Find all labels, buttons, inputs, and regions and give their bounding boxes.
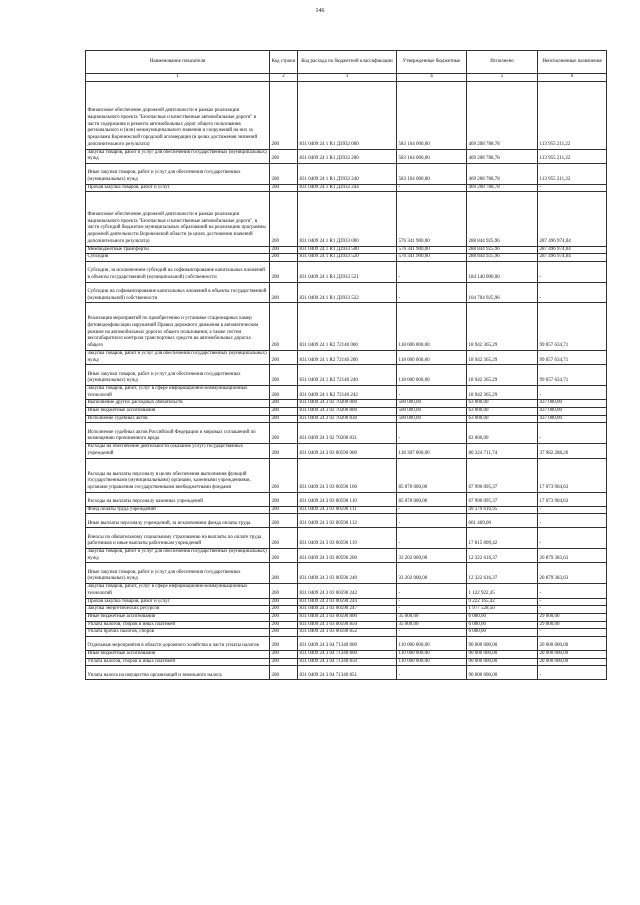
cell-budget-code: 831 0409 24 3 03 00590 119 — [298, 528, 397, 549]
cell-approved: - — [397, 584, 467, 598]
table-row — [86, 365, 607, 386]
cell-indicator-name: Субсидии на софинансирование капитальных вложений в объекты государственной (муниципальной) собственности — [86, 282, 270, 303]
cell-approved: 583 164 000,00 — [397, 149, 467, 163]
header-budget-code: Код расхода по бюджетной классификации — [298, 51, 397, 74]
cell-remaining: 17 073 904,63 — [538, 492, 607, 506]
cell-budget-code: 831 0409 24 3 03 00590 110 — [298, 492, 397, 506]
cell-budget-code: 831 0409 24 1 R1 Д3933 000 — [298, 192, 397, 246]
cell-executed: 469 208 788,78 — [467, 164, 538, 185]
cell-approved: - — [397, 528, 467, 549]
cell-indicator-name: Закупка товаров, работ, услуг в сфере информационно-коммуникационных технологий — [86, 385, 270, 399]
cell-approved: 583 164 000,00 — [397, 82, 467, 150]
cell-approved: 576 341 900,00 — [397, 192, 467, 246]
cell-executed: 67 996 095,37 — [467, 492, 538, 506]
cell-indicator-name: Уплата налогов, сборов и иных платежей — [86, 621, 270, 629]
cell-remaining: - — [538, 282, 607, 303]
cell-remaining: 113 955 211,22 — [538, 82, 607, 150]
cell-budget-code: 831 0409 24 1 R1 Д3932 000 — [298, 82, 397, 150]
cell-executed: 469 208 788,78 — [467, 184, 538, 192]
column-number-row — [86, 74, 607, 82]
cell-indicator-name: Иные закупки товаров, работ и услуг для обеспечения государственных (муниципальных) нужд — [86, 365, 270, 386]
cell-executed: 469 208 788,78 — [467, 149, 538, 163]
cell-line-code: 200 — [270, 458, 298, 492]
cell-executed: 63 000,00 — [467, 408, 538, 416]
cell-remaining: 29 000,00 — [538, 621, 607, 629]
cell-executed: 18 942 365,29 — [467, 303, 538, 351]
cell-approved: 118 000 000,00 — [397, 350, 467, 364]
cell-approved: 33 202 000,00 — [397, 549, 467, 563]
cell-remaining: 113 955 211,22 — [538, 164, 607, 185]
cell-indicator-name: Иные закупки товаров, работ и услуг для обеспечения государственных (муниципальных) нужд — [86, 164, 270, 185]
cell-executed: 17 815 009,42 — [467, 528, 538, 549]
table-row — [86, 458, 607, 492]
cell-remaining: 99 057 634,71 — [538, 365, 607, 386]
cell-remaining: 287 496 974,04 — [538, 246, 607, 254]
cell-budget-code: 831 0409 24 3 04 71340 000 — [298, 637, 397, 651]
cell-budget-code: 831 0409 24 3 03 00590 112 — [298, 514, 397, 528]
cell-executed: 90 000 000,00 — [467, 637, 538, 651]
cell-approved: 576 341 900,00 — [397, 246, 467, 254]
table-row — [86, 584, 607, 598]
table-row — [86, 350, 607, 364]
table-row — [86, 563, 607, 584]
cell-line-code: 200 — [270, 415, 298, 423]
column-number: 6 — [538, 74, 607, 82]
cell-indicator-name: Закупка товаров, работ и услуг для обеспечения государственных (муниципальных) нужд — [86, 149, 270, 163]
cell-budget-code: 831 0409 24 3 03 00590 242 — [298, 584, 397, 598]
cell-remaining: - — [538, 629, 607, 637]
cell-budget-code: 831 0409 24 1 R2 72140 242 — [298, 385, 397, 399]
table-row — [86, 303, 607, 351]
cell-approved: 85 070 000,00 — [397, 458, 467, 492]
table-row — [86, 549, 607, 563]
cell-approved: - — [397, 514, 467, 528]
header-remaining: Неисполненные назначения — [538, 51, 607, 74]
cell-approved: 85 070 000,00 — [397, 492, 467, 506]
cell-executed: 288 844 925,96 — [467, 192, 538, 246]
cell-budget-code: 831 0409 24 3 03 00590 244 — [298, 598, 397, 606]
cell-budget-code: 831 0409 24 3 03 00590 850 — [298, 621, 397, 629]
cell-budget-code: 831 0409 24 3 03 00590 000 — [298, 444, 397, 458]
cell-executed: 104 704 925,96 — [467, 282, 538, 303]
cell-remaining: 20 879 383,63 — [538, 563, 607, 584]
cell-indicator-name: Иные бюджетные ассигнования — [86, 651, 270, 659]
cell-indicator-name: Закупка товаров, работ и услуг для обеспечения государственных (муниципальных) нужд — [86, 549, 270, 563]
cell-indicator-name: Расходы на выплаты персоналу казенных учреждений — [86, 492, 270, 506]
cell-approved: 500 000,00 — [397, 400, 467, 408]
cell-indicator-name: Иные бюджетные ассигнования — [86, 613, 270, 621]
cell-line-code: 200 — [270, 514, 298, 528]
table-row — [86, 246, 607, 254]
cell-line-code: 200 — [270, 528, 298, 549]
cell-line-code: 200 — [270, 164, 298, 185]
column-number: 1 — [86, 74, 270, 82]
cell-indicator-name: Межбюджетные трансферты — [86, 246, 270, 254]
cell-budget-code: 831 0409 24 1 R1 Д3932 240 — [298, 164, 397, 185]
table-row — [86, 415, 607, 423]
cell-indicator-name: Отдельные мероприятия в области дорожного хозяйства в части уплаты налогов — [86, 637, 270, 651]
cell-line-code: 200 — [270, 400, 298, 408]
cell-executed: 63 000,00 — [467, 415, 538, 423]
cell-remaining: - — [538, 261, 607, 282]
cell-budget-code: 831 0409 24 3 03 00590 800 — [298, 613, 397, 621]
cell-executed: 288 844 925,96 — [467, 254, 538, 262]
column-number: 4 — [397, 74, 467, 82]
cell-approved: 33 202 000,00 — [397, 563, 467, 584]
table-row — [86, 637, 607, 651]
cell-indicator-name: Иные выплаты персоналу учреждений, за исключением фонда оплаты труда — [86, 514, 270, 528]
cell-line-code: 200 — [270, 365, 298, 386]
cell-remaining: 99 057 634,71 — [538, 303, 607, 351]
cell-approved: 118 307 000,00 — [397, 444, 467, 458]
cell-remaining: 20 879 383,63 — [538, 549, 607, 563]
table-row — [86, 282, 607, 303]
table-row — [86, 492, 607, 506]
cell-line-code: 200 — [270, 613, 298, 621]
cell-remaining: 287 496 974,04 — [538, 192, 607, 246]
cell-executed: 90 000 000,00 — [467, 651, 538, 659]
cell-line-code: 200 — [270, 549, 298, 563]
cell-indicator-name: Уплата налогов, сборов и иных платежей — [86, 658, 270, 666]
cell-executed: 6 000,00 — [467, 621, 538, 629]
table-row — [86, 192, 607, 246]
cell-approved: 583 164 000,00 — [397, 164, 467, 185]
cell-approved: 110 000 000,00 — [397, 658, 467, 666]
cell-line-code: 200 — [270, 350, 298, 364]
cell-remaining: - — [538, 506, 607, 514]
cell-approved: 118 000 000,00 — [397, 365, 467, 386]
cell-approved: - — [397, 385, 467, 399]
column-number: 5 — [467, 74, 538, 82]
cell-remaining: 20 000 000,00 — [538, 651, 607, 659]
table-row — [86, 613, 607, 621]
cell-line-code: 200 — [270, 444, 298, 458]
table-row — [86, 82, 607, 150]
cell-indicator-name: Закупка товаров, работ и услуг для обеспечения государственных (муниципальных) нужд — [86, 350, 270, 364]
cell-line-code: 200 — [270, 408, 298, 416]
page-number: 146 — [315, 8, 325, 14]
cell-approved: 500 000,00 — [397, 408, 467, 416]
cell-executed: 90 000 000,00 — [467, 666, 538, 680]
cell-indicator-name: Иные закупки товаров, работ и услуг для обеспечения государственных (муниципальных) нужд — [86, 563, 270, 584]
cell-approved: 500 000,00 — [397, 415, 467, 423]
cell-indicator-name: Расходы на обеспечение деятельности (оказание услуг) государственных учреждений — [86, 444, 270, 458]
cell-indicator-name: Закупка энергетических ресурсов — [86, 606, 270, 614]
table-row — [86, 629, 607, 637]
cell-budget-code: 831 0409 24 3 02 70200 831 — [298, 423, 397, 444]
header-approved: Утвержденные бюджетные — [397, 51, 467, 74]
cell-indicator-name: Субсидии, за исключением субсидий на софинансирование капитальных вложений в объекты государственной (муниципальной) собственности — [86, 261, 270, 282]
cell-budget-code: 831 0409 24 3 02 70200 830 — [298, 415, 397, 423]
cell-executed: 12 322 616,37 — [467, 549, 538, 563]
cell-budget-code: 831 0409 24 3 03 00590 100 — [298, 458, 397, 492]
cell-executed: 18 942 365,29 — [467, 350, 538, 364]
cell-remaining: - — [538, 385, 607, 399]
cell-remaining: - — [538, 514, 607, 528]
cell-line-code: 200 — [270, 666, 298, 680]
cell-executed: 1 122 922,45 — [467, 584, 538, 598]
table-row — [86, 184, 607, 192]
cell-budget-code: 831 0409 24 1 R2 72140 200 — [298, 350, 397, 364]
cell-approved: - — [397, 598, 467, 606]
cell-line-code: 200 — [270, 658, 298, 666]
cell-budget-code: 831 0409 24 1 R1 Д3932 244 — [298, 184, 397, 192]
cell-budget-code: 831 0409 24 1 R1 Д3933 520 — [298, 254, 397, 262]
cell-budget-code: 831 0409 24 1 R1 Д3933 500 — [298, 246, 397, 254]
cell-indicator-name: Исполнение судебных актов — [86, 415, 270, 423]
cell-executed: 90 000 000,00 — [467, 658, 538, 666]
table-row — [86, 444, 607, 458]
cell-budget-code: 831 0409 24 3 04 71340 800 — [298, 651, 397, 659]
cell-remaining: 20 000 000,00 — [538, 637, 607, 651]
cell-budget-code: 831 0409 24 3 03 00590 247 — [298, 606, 397, 614]
table-row — [86, 261, 607, 282]
cell-indicator-name: Финансовое обеспечение дорожной деятельности в рамках реализации национального проекта "Безопасные и качественные автомобильные дороги", в части субсидий бюджетам муниципальных образований на реализацию программы дорожной деятельности Воронежской области (в целях достижения значений дополнительного результата) — [86, 192, 270, 246]
cell-executed: 1 977 528,50 — [467, 606, 538, 614]
cell-indicator-name: Прочая закупка товаров, работ и услуг — [86, 598, 270, 606]
cell-remaining: - — [538, 423, 607, 444]
cell-line-code: 200 — [270, 184, 298, 192]
cell-remaining: - — [538, 184, 607, 192]
cell-executed: 63 000,00 — [467, 423, 538, 444]
cell-budget-code: 831 0409 24 3 04 71340 851 — [298, 666, 397, 680]
table-row — [86, 164, 607, 185]
cell-budget-code: 831 0409 24 3 03 00590 852 — [298, 629, 397, 637]
cell-executed: 6 000,00 — [467, 629, 538, 637]
budget-execution-table — [85, 50, 607, 680]
cell-budget-code: 831 0409 24 3 03 00590 111 — [298, 506, 397, 514]
table-row — [86, 621, 607, 629]
cell-budget-code: 831 0409 24 3 02 70200 800 — [298, 408, 397, 416]
cell-approved: - — [397, 606, 467, 614]
cell-executed: 184 140 000,00 — [467, 261, 538, 282]
cell-remaining: 29 000,00 — [538, 613, 607, 621]
cell-remaining: 437 000,00 — [538, 408, 607, 416]
cell-remaining: 37 982 288,26 — [538, 444, 607, 458]
table-row — [86, 598, 607, 606]
cell-line-code: 200 — [270, 385, 298, 399]
cell-line-code: 200 — [270, 261, 298, 282]
cell-executed: 9 222 165,42 — [467, 598, 538, 606]
cell-budget-code: 831 0409 24 3 04 71340 850 — [298, 658, 397, 666]
cell-executed: 63 000,00 — [467, 400, 538, 408]
cell-indicator-name: Взносы по обязательному социальному страхованию на выплаты по оплате труда работников и иные выплаты работникам учреждений — [86, 528, 270, 549]
table-row — [86, 385, 607, 399]
column-number: 3 — [298, 74, 397, 82]
cell-indicator-name: Финансовое обеспечение дорожной деятельности в рамках реализации национального проекта "Безопасные и качественные автомобильные дороги" в части содержания и ремонта автомобильных дорог общего пользования регионального и (или) межмуниципального значения и сооружений на них за пределами Воронежской городской агломерации (в целях достижения значений дополнительного результата) — [86, 82, 270, 150]
table-row — [86, 658, 607, 666]
header-indicator-name: Наименование показателя — [86, 51, 270, 74]
cell-approved: 118 000 000,00 — [397, 303, 467, 351]
cell-approved: - — [397, 282, 467, 303]
cell-remaining: 20 000 000,00 — [538, 658, 607, 666]
cell-approved: 35 000,00 — [397, 613, 467, 621]
cell-remaining: - — [538, 598, 607, 606]
cell-approved: 110 000 000,00 — [397, 637, 467, 651]
cell-approved: 110 000 000,00 — [397, 651, 467, 659]
cell-line-code: 200 — [270, 246, 298, 254]
cell-executed: 6 000,00 — [467, 613, 538, 621]
cell-indicator-name: Прочая закупка товаров, работ и услуг — [86, 184, 270, 192]
cell-executed: 469 208 788,78 — [467, 82, 538, 150]
cell-line-code: 200 — [270, 303, 298, 351]
table-row — [86, 528, 607, 549]
cell-budget-code: 831 0409 24 1 R2 72140 240 — [298, 365, 397, 386]
cell-indicator-name: Уплата налога на имущество организаций и земельного налога — [86, 666, 270, 680]
table-row — [86, 423, 607, 444]
cell-remaining: - — [538, 666, 607, 680]
cell-line-code: 200 — [270, 149, 298, 163]
cell-remaining: 99 057 634,71 — [538, 350, 607, 364]
table-body — [86, 82, 607, 680]
cell-indicator-name: Фонд оплаты труда учреждений — [86, 506, 270, 514]
cell-executed: 12 322 616,37 — [467, 563, 538, 584]
cell-budget-code: 831 0409 24 1 R1 Д3932 200 — [298, 149, 397, 163]
cell-executed: 80 324 711,74 — [467, 444, 538, 458]
cell-executed: 18 942 365,29 — [467, 365, 538, 386]
table-header-row — [86, 51, 607, 74]
cell-executed: 288 844 925,96 — [467, 246, 538, 254]
cell-line-code: 200 — [270, 651, 298, 659]
table-row — [86, 506, 607, 514]
cell-line-code: 200 — [270, 282, 298, 303]
cell-approved: - — [397, 629, 467, 637]
table-row — [86, 514, 607, 528]
cell-indicator-name: Субсидии — [86, 254, 270, 262]
cell-budget-code: 831 0409 24 1 R1 Д3933 522 — [298, 282, 397, 303]
cell-approved: 35 000,00 — [397, 621, 467, 629]
table-row — [86, 149, 607, 163]
cell-line-code: 200 — [270, 598, 298, 606]
table-row — [86, 666, 607, 680]
cell-line-code: 200 — [270, 621, 298, 629]
cell-executed: 601 469,00 — [467, 514, 538, 528]
header-executed: Исполнено — [467, 51, 538, 74]
cell-budget-code: 831 0409 24 3 03 00590 240 — [298, 563, 397, 584]
cell-budget-code: 831 0409 24 3 03 00590 200 — [298, 549, 397, 563]
table-row — [86, 651, 607, 659]
cell-remaining: 287 496 974,04 — [538, 254, 607, 262]
cell-budget-code: 831 0409 24 1 R2 72140 000 — [298, 303, 397, 351]
cell-budget-code: 831 0409 24 1 R1 Д3933 521 — [298, 261, 397, 282]
cell-remaining: - — [538, 584, 607, 598]
cell-line-code: 200 — [270, 637, 298, 651]
cell-line-code: 200 — [270, 606, 298, 614]
cell-executed: 18 942 365,29 — [467, 385, 538, 399]
cell-indicator-name: Закупка товаров, работ, услуг в сфере информационно-коммуникационных технологий — [86, 584, 270, 598]
cell-approved: - — [397, 184, 467, 192]
cell-approved: - — [397, 423, 467, 444]
table-row — [86, 400, 607, 408]
cell-line-code: 200 — [270, 492, 298, 506]
cell-approved: 576 341 900,00 — [397, 254, 467, 262]
cell-indicator-name: Реализация мероприятий по приобретению и установке стационарных камер фотовидеофиксации нарушений Правил дорожного движения в автоматическом режиме на автомобильных дорогах общего пользования, а также систем весогабаритного контроля транспортных средств на автомобильных дорогах общего — [86, 303, 270, 351]
cell-indicator-name: Расходы на выплаты персоналу в целях обеспечения выполнения функций государственными (муниципальными) органами, казенными учреждениями, органами управления государственными внебюджетными фондами — [86, 458, 270, 492]
cell-line-code: 200 — [270, 629, 298, 637]
table-row — [86, 606, 607, 614]
cell-indicator-name: Иные бюджетные ассигнования — [86, 408, 270, 416]
table-row — [86, 254, 607, 262]
cell-remaining: 113 955 211,22 — [538, 149, 607, 163]
cell-indicator-name: Выполнение других расходных обязательств — [86, 400, 270, 408]
cell-approved: - — [397, 666, 467, 680]
cell-line-code: 200 — [270, 584, 298, 598]
cell-executed: 49 379 616,95 — [467, 506, 538, 514]
cell-remaining: 17 073 904,63 — [538, 458, 607, 492]
cell-remaining: 437 000,00 — [538, 415, 607, 423]
cell-indicator-name: Уплата прочих налогов, сборов — [86, 629, 270, 637]
cell-indicator-name: Исполнение судебных актов Российской Федерации и мировых соглашений по возмещению причиненного вреда — [86, 423, 270, 444]
column-number: 2 — [270, 74, 298, 82]
cell-remaining: - — [538, 606, 607, 614]
cell-budget-code: 831 0409 24 3 02 70200 000 — [298, 400, 397, 408]
cell-line-code: 200 — [270, 506, 298, 514]
table-row — [86, 408, 607, 416]
cell-remaining: 437 000,00 — [538, 400, 607, 408]
cell-line-code: 200 — [270, 254, 298, 262]
cell-line-code: 200 — [270, 423, 298, 444]
cell-line-code: 200 — [270, 563, 298, 584]
cell-executed: 67 996 095,37 — [467, 458, 538, 492]
cell-approved: - — [397, 506, 467, 514]
cell-line-code: 200 — [270, 82, 298, 150]
header-line-code: Код строки — [270, 51, 298, 74]
cell-remaining: - — [538, 528, 607, 549]
cell-approved: - — [397, 261, 467, 282]
cell-line-code: 200 — [270, 192, 298, 246]
